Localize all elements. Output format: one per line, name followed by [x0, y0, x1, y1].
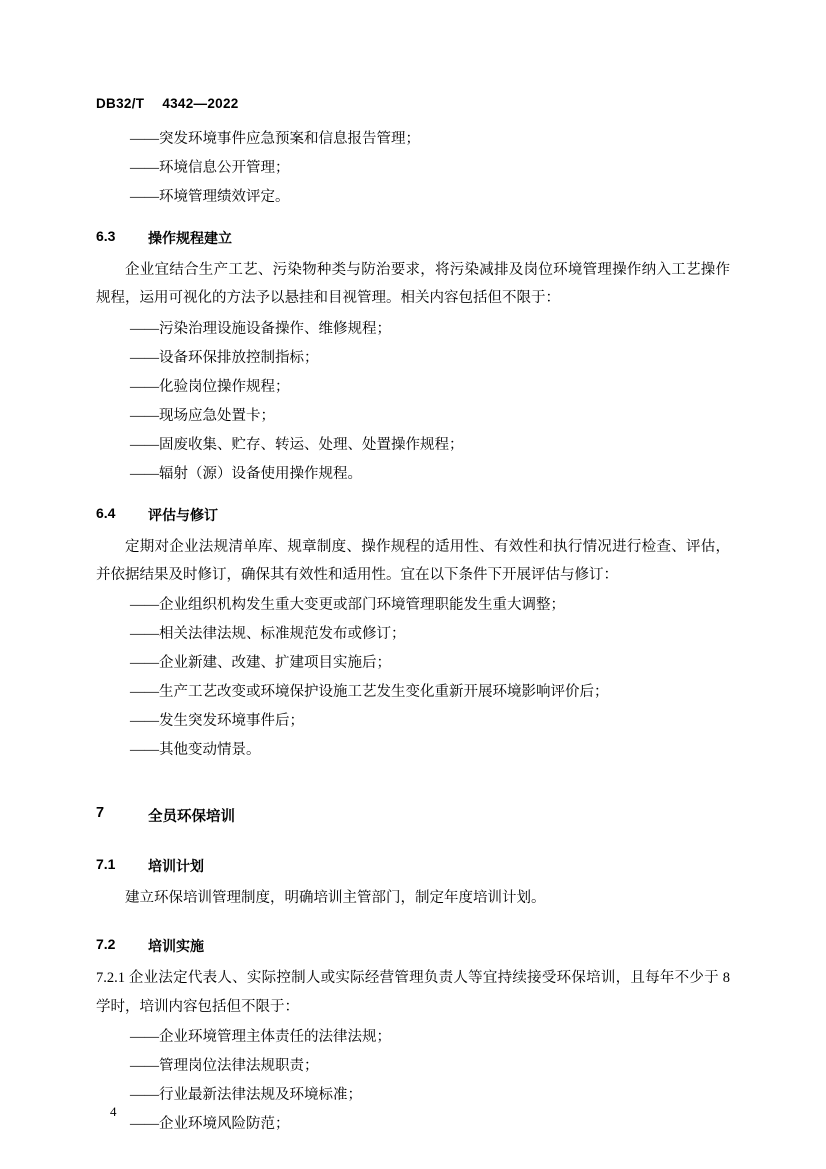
page-content — [96, 96, 730, 1139]
list-item: ——管理岗位法律法规职责； — [130, 1057, 319, 1074]
paragraph: 7.2.1 企业法定代表人、实际控制人或实际经营管理负责人等宜持续接受环保培训，且每年不少于 8 学时，培训内容包括但不限于： — [96, 970, 730, 1015]
list-item: ——生产工艺改变或环境保护设施工艺发生变化重新开展环境影响评价后； — [130, 684, 609, 701]
standard-number: 4342—2022 — [162, 96, 239, 111]
section-heading-6-4 — [96, 505, 730, 525]
section-number: 7.2 — [96, 936, 116, 953]
section-heading-7-1 — [96, 856, 730, 876]
section-number: 7.1 — [96, 856, 116, 873]
section-title: 全员环保培训 — [148, 809, 235, 826]
section-number: 6.4 — [96, 504, 116, 521]
list-item: ——化验岗位操作规程； — [130, 378, 290, 395]
section-title: 培训计划 — [148, 858, 204, 875]
section-number: 6.3 — [96, 228, 116, 244]
page-number: 4 — [110, 1104, 117, 1119]
list-item: ——行业最新法律法规及环境标准； — [130, 1086, 362, 1103]
list-item: ——突发环境事件应急预案和信息报告管理； — [130, 131, 420, 147]
section-heading-6-3 — [96, 228, 730, 248]
list-item: ——相关法律法规、标准规范发布或修订； — [130, 626, 406, 643]
list-item: ——现场应急处置卡； — [130, 407, 275, 424]
section-heading-7-2 — [96, 936, 730, 956]
list-item: ——其他变动情景。 — [130, 742, 261, 759]
list-item: ——环境管理绩效评定。 — [130, 189, 290, 205]
standard-prefix: DB32/T — [96, 96, 145, 111]
list-item: ——企业新建、改建、扩建项目实施后； — [130, 655, 391, 672]
paragraph: 定期对企业法规清单库、规章制度、操作规程的适用性、有效性和执行情况进行检查、评估，并依据结果及时修订，确保其有效性和适用性。宜在以下条件下开展评估与修订： — [96, 538, 730, 583]
section-number: 7 — [96, 805, 105, 822]
paragraph: 建立环保培训管理制度，明确培训主管部门，制定年度培训计划。 — [125, 890, 546, 907]
paragraph: 企业宜结合生产工艺、污染物种类与防治要求，将污染减排及岗位环境管理操作纳入工艺操作规程，运用可视化的方法予以悬挂和目视管理。相关内容包括但不限于： — [96, 262, 730, 307]
list-item: ——辐射（源）设备使用操作规程。 — [130, 465, 362, 482]
list-item: ——企业组织机构发生重大变更或部门环境管理职能发生重大调整； — [130, 597, 565, 614]
list-item: ——污染治理设施设备操作、维修规程； — [130, 320, 391, 337]
list-item: ——设备环保排放控制指标； — [130, 349, 319, 366]
list-item: ——发生突发环境事件后； — [130, 713, 304, 730]
section-heading-7 — [96, 805, 730, 826]
list-item: ——环境信息公开管理； — [130, 160, 290, 176]
list-item: ——企业环境管理主体责任的法律法规； — [130, 1028, 391, 1045]
section-title: 培训实施 — [148, 938, 204, 955]
section-title: 评估与修订 — [148, 506, 218, 523]
list-item: ——固废收集、贮存、转运、处理、处置操作规程； — [130, 436, 464, 453]
section-title: 操作规程建立 — [148, 230, 232, 246]
page-header — [96, 96, 730, 111]
list-item: ——企业环境风险防范； — [130, 1115, 290, 1132]
